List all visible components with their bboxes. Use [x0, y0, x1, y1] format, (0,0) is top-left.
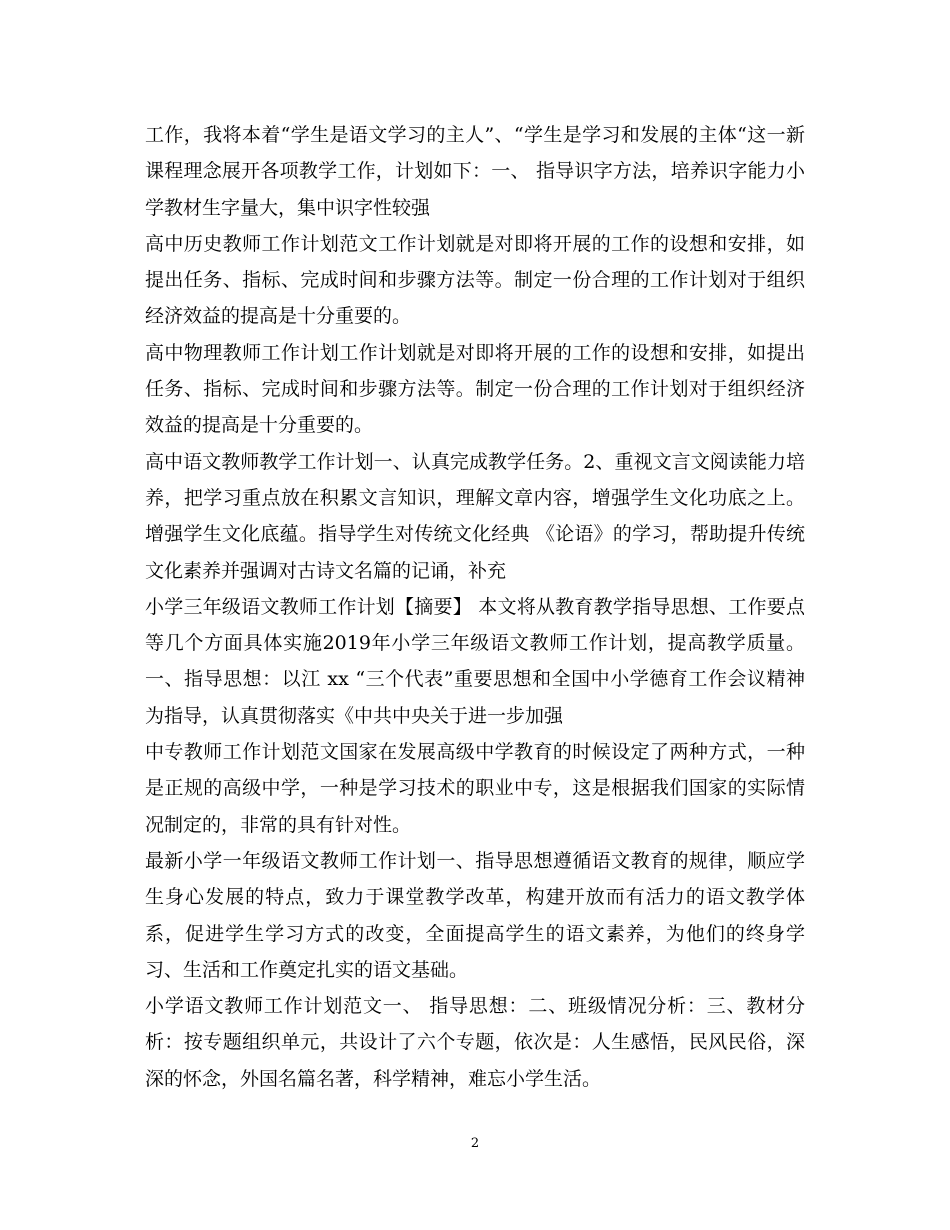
document-body	[145, 117, 805, 1097]
paragraph: 工作，我将本着“学生是语文学习的主人”、“学生是学习和发展的主体“这一新课程理念展开各项教学工作，计划如下：一、 指导识字方法，培养识字能力小学教材生字量大，集中识字性较强	[145, 124, 805, 219]
paragraph: 小学三年级语文教师工作计划【摘要】 本文将从教育教学指导思想、工作要点等几个方面具体实施2019年小学三年级语文教师工作计划，提高教学质量。一、指导思想：以江 xx “三个代表”重要思想和全国中小学德育工作会议精神为指导，认真贯彻落实《中共中央关于进一步加强	[145, 595, 805, 727]
paragraph: 高中物理教师工作计划工作计划就是对即将开展的工作的设想和安排，如提出任务、指标、完成时间和步骤方法等。制定一份合理的工作计划对于组织经济效益的提高是十分重要的。	[145, 341, 805, 437]
paragraph: 中专教师工作计划范文国家在发展高级中学教育的时候设定了两种方式，一种是正规的高级中学，一种是学习技术的职业中专，这是根据我们国家的实际情况制定的，非常的具有针对性。	[145, 741, 805, 836]
paragraph: 最新小学一年级语文教师工作计划一、指导思想遵循语文教育的规律，顺应学生身心发展的特点，致力于课堂教学改革，构建开放而有活力的语文教学体系，促进学生学习方式的改变，全面提高学生的语文素养，为他们的终身学习、生活和工作奠定扎实的语文基础。	[145, 849, 805, 981]
page-number: 2	[470, 1136, 480, 1151]
paragraph: 高中语文教师教学工作计划一、认真完成教学任务。2、重视文言文阅读能力培养，把学习重点放在积累文言知识，理解文章内容，增强学生文化功底之上。增强学生文化底蕴。指导学生对传统文化经典 《论语》的学习，帮助提升传统文化素养并强调对古诗文名篇的记诵，补充	[145, 450, 805, 582]
paragraph: 小学语文教师工作计划范文一、 指导思想：二、班级情况分析：三、教材分析：按专题组织单元，共设计了六个专题，依次是：人生感悟，民风民俗，深深的怀念，外国名篇名著，科学精神，难忘小学生活。	[145, 995, 805, 1090]
paragraph: 高中历史教师工作计划范文工作计划就是对即将开展的工作的设想和安排，如提出任务、指标、完成时间和步骤方法等。制定一份合理的工作计划对于组织经济效益的提高是十分重要的。	[145, 232, 805, 328]
